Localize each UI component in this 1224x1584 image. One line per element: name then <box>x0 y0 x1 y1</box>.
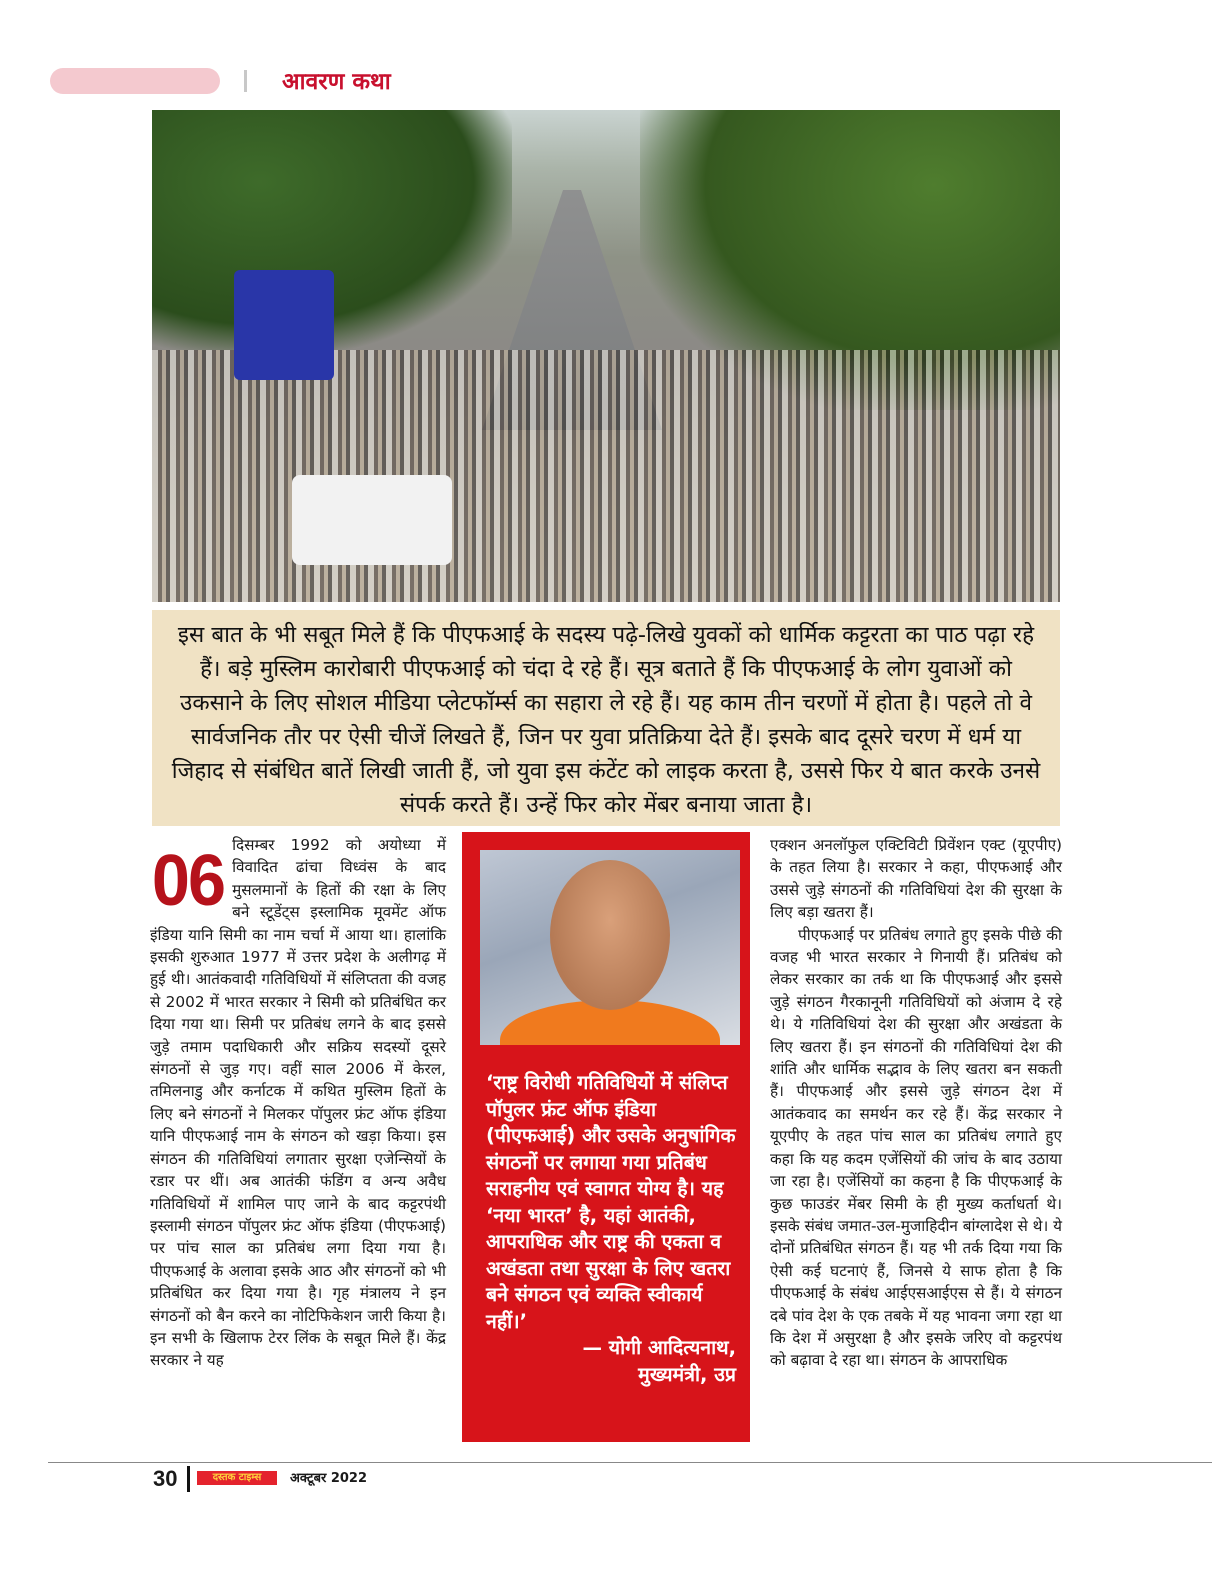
bus <box>234 270 334 380</box>
jeep <box>292 475 452 565</box>
footer-rule <box>48 1462 1212 1463</box>
header-divider <box>244 70 247 92</box>
page-number: 30 <box>153 1466 178 1491</box>
portrait-photo <box>480 850 740 1045</box>
article-column-3 <box>770 834 1062 1372</box>
column-3-paragraph-1: एक्शन अनलॉफुल एक्टिविटी प्रिवेंशन एक्ट (यूएपीए) के तहत लिया है। सरकार ने कहा, पीएफआई और उससे जुड़े संगठनों की गतिविधियां देश की सुरक्षा के लिए बड़ा खतरा हैं। <box>770 836 1062 922</box>
issue-date: अक्टूबर 2022 <box>290 1471 368 1486</box>
article-column-1 <box>150 834 446 1372</box>
column-1-text: दिसम्बर 1992 को अयोध्या में विवादित ढांचा विध्वंस के बाद मुसलमानों के हितों की रक्षा के लिए बने स्टूडेंट्स इस्लामिक मूवमेंट ऑफ इंडिया यानि सिमी का नाम चर्चा में आया था। हालांकि इसकी शुरुआत 1977 में उत्तर प्रदेश के अलीगढ़ में हुई थी। आतंकवादी गतिविधियों में संलिप्तता की वजह से 2002 में भारत सरकार ने सिमी को प्रतिबंधित कर दिया गया था। सिमी पर प्रतिबंध लगने के बाद इससे जुड़े तमाम पदाधिकारी और सक्रिय सदस्यों दूसरे संगठनों से जुड़ गए। वहीं साल 2006 में केरल, तमिलनाडु और कर्नाटक में कथित मुस्लिम हितों के लिए बने संगठनों ने मिलकर पॉपुलर फ्रंट ऑफ इंडिया यानि पीएफआई नाम के संगठन को खड़ा किया। इस संगठन की गतिविधियां लगातार सुरक्षा एजेन्सियों के रडार पर थीं। अब आतंकी फंडिंग व अन्य अवैध गतिविधियों में शामिल पाए जाने के बाद कट्टरपंथी इस्लामी संगठन पॉपुलर फ्रंट ऑफ इंडिया (पीएफआई) पर पांच साल का प्रतिबंध लगा दिया गया है। पीएफआई के अलावा इसके आठ और संगठनों को भी प्रतिबंधित कर दिया गया है। गृह मंत्रालय ने इन संगठनों को बैन करने का नोटिफिकेशन जारी किया है। इन सभी के खिलाफ टेरर लिंक के सबूत मिले हैं। केंद्र सरकार ने यह <box>150 836 446 1370</box>
quote-text: ‘राष्ट्र विरोधी गतिविधियों में संलिप्त पॉपुलर फ्रंट ऑफ इंडिया (पीएफआई) और उसके अनुषांगिक संगठनों पर लगाया गया प्रतिबंध सराहनीय एवं स्वागत योग्य है। यह ‘नया भारत’ है, यहां आतंकी, आपराधिक और राष्ट्र की एकता व अखंडता तथा सुरक्षा के लिए खतरा बने संगठन एवं व्यक्ति स्वीकार्य नहीं।’ <box>486 1071 736 1333</box>
photo-caption-box: इस बात के भी सबूत मिले हैं कि पीएफआई के सदस्य पढ़े-लिखे युवकों को धार्मिक कट्टरता का पाठ पढ़ा रहे हैं। बड़े मुस्लिम कारोबारी पीएफआई को चंदा दे रहे हैं। सूत्र बताते हैं कि पीएफआई के लोग युवाओं को उकसाने के लिए सोशल मीडिया प्लेटफॉर्म्स का सहारा ले रहे हैं। यह काम तीन चरणों में होता है। पहले तो वे सार्वजनिक तौर पर ऐसी चीजें लिखते हैं, जिन पर युवा प्रतिक्रिया देते हैं। इसके बाद दूसरे चरण में धर्म या जिहाद से संबंधित बातें लिखी जाती हैं, जो युवा इस कंटेंट को लाइक करता है, उससे फिर ये बात करके उनसे संपर्क करते हैं। उन्हें फिर कोर मेंबर बनाया जाता है। <box>152 610 1060 826</box>
magazine-logo: दस्तक टाइम्स <box>197 1471 277 1485</box>
face <box>550 860 670 1010</box>
section-title: आवरण कथा <box>282 69 391 95</box>
protest-march-photo <box>152 110 1060 602</box>
header-pill <box>50 68 220 94</box>
footer-divider <box>187 1466 190 1492</box>
pull-quote <box>486 1070 736 1388</box>
column-3-paragraph-2: पीएफआई पर प्रतिबंध लगाते हुए इसके पीछे की वजह भी भारत सरकार ने गिनायी हैं। प्रतिबंध को लेकर सरकार का तर्क था कि पीएफआई और इससे जुड़े संगठन गैरकानूनी गतिविधियों को अंजाम दे रहे थे। ये गतिविधियां देश की सुरक्षा और अखंडता के लिए खतरा हैं। इन संगठनों की गतिविधियां देश की शांति और धार्मिक सद्भाव के लिए खतरा बन सकती हैं। पीएफआई और इससे जुड़े संगठन देश में आतंकवाद का समर्थन कर रहे हैं। केंद्र सरकार ने यूएपीए के तहत पांच साल का प्रतिबंध लगाते हुए कहा कि यह कदम एजेंसियों की जांच के बाद उठाया जा रहा है। एजेंसियों का कहना है कि पीएफआई के कुछ फाउडंर मेंबर सिमी के ही मुख्य कर्ताधर्ता थे। इसके संबंध जमात-उल-मुजाहिदीन बांग्लादेश से थे। ये दोनों प्रतिबंधित संगठन हैं। यह भी तर्क दिया गया कि ऐसी कई घटनाएं हैं, जिनसे ये साफ होता है कि पीएफआई के संबंध आईएसआईएस से हैं। ये संगठन दबे पांव देश के एक तबके में यह भावना जगा रहा था कि देश में असुरक्षा है और इसके जरिए वो कट्टरपंथ को बढ़ावा दे रहा था। संगठन के आपराधिक <box>770 925 1062 1370</box>
drop-number: 06 <box>151 841 225 921</box>
quote-box <box>462 832 750 1442</box>
crowd <box>152 350 1060 602</box>
quote-author: — योगी आदित्यनाथ, <box>582 1336 736 1359</box>
quote-role: मुख्यमंत्री, उप्र <box>638 1362 736 1386</box>
